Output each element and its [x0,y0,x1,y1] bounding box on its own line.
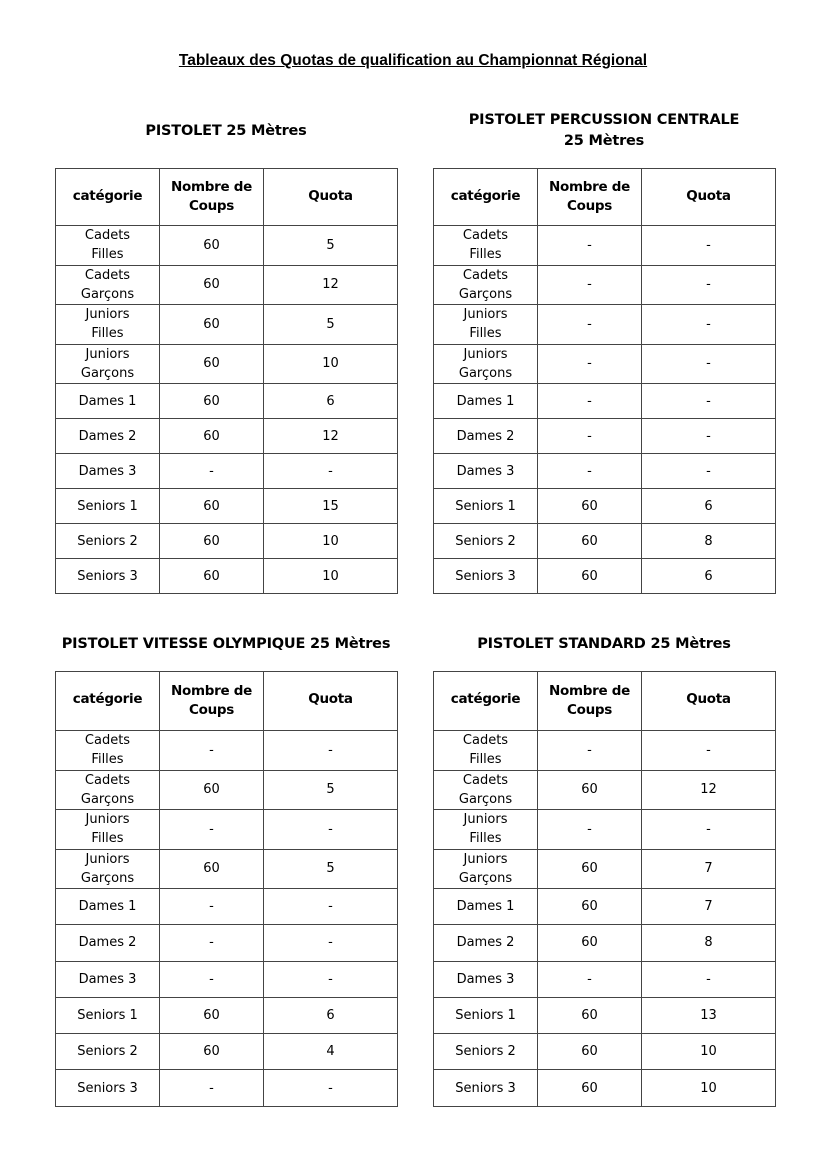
category-cell [434,344,538,384]
category-line: Cadets [84,267,131,283]
coups-cell: - [538,226,642,266]
header-quota: Quota [264,169,398,226]
coups-cell: - [538,384,642,419]
header-categorie: catégorie [56,169,160,226]
category-line: Filles [91,752,124,768]
quota-cell: 15 [264,489,398,524]
quota-cell: 7 [642,889,776,925]
coups-cell: 60 [538,997,642,1033]
quota-cell: 6 [642,489,776,524]
coups-cell: - [160,961,264,997]
quota-cell: - [642,961,776,997]
table-header-row [434,672,776,731]
coups-cell: 60 [160,770,264,810]
category-line: Juniors [85,851,130,867]
quota-cell: 10 [264,559,398,594]
category-cell [56,1070,160,1106]
category-line: Garçons [80,286,135,302]
table-row [434,305,776,345]
table-row [56,731,398,771]
category-line: Seniors 3 [455,1080,516,1096]
section-title-line: 25 Mètres [563,133,645,149]
quota-cell: - [642,731,776,771]
table-row [434,226,776,266]
table-row [434,524,776,559]
quota-cell: 8 [642,524,776,559]
quota-cell: - [264,454,398,489]
header-quota: Quota [642,169,776,226]
table-row [56,1034,398,1070]
category-line: Garçons [458,365,513,381]
header-categorie: catégorie [434,169,538,226]
header-nombre-de-coups: Nombre de Coups [538,169,642,226]
category-cell [56,559,160,594]
coups-cell: 60 [160,849,264,889]
coups-cell: 60 [160,265,264,305]
table-row [434,489,776,524]
quota-cell: 6 [264,384,398,419]
section-title-line: PISTOLET PERCUSSION CENTRALE [468,112,740,128]
quota-cell: - [264,925,398,961]
category-cell [434,731,538,771]
table-header-row [56,169,398,226]
section-title-line: PISTOLET 25 Mètres [145,123,307,139]
coups-cell: - [538,265,642,305]
coups-cell: 60 [160,1034,264,1070]
category-cell [56,961,160,997]
category-line: Juniors [85,307,130,323]
coups-cell: 60 [538,889,642,925]
category-line: Dames 1 [78,393,137,409]
table-row [434,559,776,594]
table-row [434,997,776,1033]
category-cell [434,559,538,594]
category-cell [434,925,538,961]
coups-cell: - [538,961,642,997]
section-title-pistolet-25m [56,121,396,142]
table-row [434,1034,776,1070]
coups-cell: 60 [538,1070,642,1106]
category-cell [56,265,160,305]
quota-cell: 8 [642,925,776,961]
coups-cell: - [538,305,642,345]
category-cell [56,1034,160,1070]
coups-cell: 60 [538,770,642,810]
coups-cell: - [538,454,642,489]
category-cell [434,305,538,345]
category-cell [434,489,538,524]
coups-cell: 60 [160,997,264,1033]
quota-cell: - [642,810,776,850]
table-row [56,344,398,384]
coups-cell: - [538,810,642,850]
category-cell [434,524,538,559]
quota-cell: 10 [642,1034,776,1070]
table-row [56,419,398,454]
header-quota: Quota [264,672,398,731]
table-row [56,961,398,997]
table-row [56,524,398,559]
category-line: Juniors [463,346,508,362]
table-row [434,419,776,454]
category-line: Filles [91,247,124,263]
category-line: Filles [91,831,124,847]
table-row [434,849,776,889]
category-line: Juniors [463,812,508,828]
quota-table-percussion-centrale [433,168,776,594]
table-row [56,925,398,961]
category-line: Seniors 1 [455,498,516,514]
category-cell [434,226,538,266]
category-line: Seniors 2 [455,533,516,549]
category-cell [434,265,538,305]
category-line: Dames 1 [456,899,515,915]
category-line: Dames 2 [456,428,515,444]
coups-cell: 60 [160,489,264,524]
header-nombre-de-coups: Nombre de Coups [538,672,642,731]
quota-cell: - [642,419,776,454]
coups-cell: 60 [538,559,642,594]
table-row [434,925,776,961]
quota-cell: - [642,226,776,266]
table-row [434,265,776,305]
table-row [434,1070,776,1106]
table-row [434,810,776,850]
table-row [56,889,398,925]
quota-cell: 5 [264,849,398,889]
table-row [56,849,398,889]
category-cell [434,1070,538,1106]
quota-cell: 7 [642,849,776,889]
quota-cell: 12 [642,770,776,810]
table-row [434,770,776,810]
header-quota: Quota [642,672,776,731]
coups-cell: 60 [160,305,264,345]
table-row [434,889,776,925]
table-row [434,731,776,771]
quota-cell: - [264,731,398,771]
section-title-percussion-centrale [433,110,775,152]
category-line: Filles [469,247,502,263]
category-line: Cadets [462,772,509,788]
table-row [434,961,776,997]
quota-cell: 5 [264,305,398,345]
header-nombre-de-coups: Nombre de Coups [160,672,264,731]
category-cell [56,524,160,559]
category-line: Seniors 3 [455,568,516,584]
category-cell [434,961,538,997]
quota-cell: 4 [264,1034,398,1070]
category-cell [434,1034,538,1070]
category-line: Cadets [84,772,131,788]
category-line: Garçons [458,870,513,886]
quota-table-vitesse-olympique [55,671,398,1107]
quota-cell: - [642,454,776,489]
coups-cell: 60 [160,384,264,419]
header-categorie: catégorie [56,672,160,731]
category-line: Dames 2 [78,428,137,444]
table-row [56,305,398,345]
category-cell [56,849,160,889]
category-line: Seniors 3 [77,1080,138,1096]
coups-cell: 60 [538,849,642,889]
coups-cell: 60 [160,419,264,454]
coups-cell: 60 [160,559,264,594]
table-row [56,997,398,1033]
category-cell [56,344,160,384]
coups-cell: - [160,731,264,771]
quota-cell: 6 [642,559,776,594]
table-row [56,770,398,810]
category-cell [56,489,160,524]
table-row [56,810,398,850]
category-cell [56,384,160,419]
category-cell [434,419,538,454]
category-line: Garçons [80,365,135,381]
category-line: Filles [469,326,502,342]
section-title-line: PISTOLET STANDARD 25 Mètres [477,636,731,652]
category-line: Juniors [85,346,130,362]
category-line: Cadets [462,733,509,749]
quota-cell: 10 [642,1070,776,1106]
section-title-standard [433,634,775,655]
category-line: Seniors 2 [455,1044,516,1060]
category-cell [434,770,538,810]
table-row [56,489,398,524]
category-line: Juniors [85,812,130,828]
coups-cell: - [160,925,264,961]
table-row [56,226,398,266]
category-cell [56,997,160,1033]
table-row [434,384,776,419]
quota-cell: - [642,265,776,305]
quota-cell: 12 [264,419,398,454]
category-line: Seniors 1 [77,1008,138,1024]
page-title [0,52,826,70]
category-line: Dames 2 [456,935,515,951]
category-cell [434,810,538,850]
category-line: Garçons [80,791,135,807]
table-row [56,559,398,594]
category-line: Filles [469,752,502,768]
category-line: Cadets [462,228,509,244]
table-row [56,265,398,305]
quota-cell: - [264,961,398,997]
category-line: Garçons [80,870,135,886]
category-line: Garçons [458,791,513,807]
category-cell [56,810,160,850]
category-cell [434,849,538,889]
coups-cell: - [538,344,642,384]
quota-cell: - [642,384,776,419]
quota-table-pistolet-25m [55,168,398,594]
category-line: Dames 2 [78,935,137,951]
quota-cell: - [642,344,776,384]
category-cell [56,454,160,489]
quota-cell: - [264,810,398,850]
category-cell [434,889,538,925]
table-row [56,384,398,419]
category-line: Juniors [463,307,508,323]
table-row [56,1070,398,1106]
quota-cell: 12 [264,265,398,305]
category-line: Cadets [462,267,509,283]
category-line: Filles [91,326,124,342]
category-cell [56,305,160,345]
quota-cell: 10 [264,344,398,384]
quota-cell: 13 [642,997,776,1033]
coups-cell: 60 [538,489,642,524]
page-title-text: Tableaux des Quotas de qualification au Championnat Régional [178,52,648,69]
table-header-row [56,672,398,731]
table-row [434,454,776,489]
table-header-row [434,169,776,226]
category-line: Dames 3 [78,463,137,479]
category-line: Dames 3 [456,463,515,479]
category-line: Seniors 2 [77,1044,138,1060]
header-categorie: catégorie [434,672,538,731]
category-line: Dames 1 [78,899,137,915]
category-line: Seniors 3 [77,568,138,584]
quota-cell: 5 [264,226,398,266]
quota-cell: - [642,305,776,345]
category-cell [56,419,160,454]
section-title-line: PISTOLET VITESSE OLYMPIQUE 25 Mètres [61,636,391,652]
quota-cell: 5 [264,770,398,810]
coups-cell: - [538,731,642,771]
coups-cell: - [160,810,264,850]
quota-cell: 10 [264,524,398,559]
coups-cell: 60 [538,1034,642,1070]
category-line: Seniors 1 [455,1008,516,1024]
category-line: Garçons [458,286,513,302]
category-line: Cadets [84,228,131,244]
category-cell [56,770,160,810]
category-line: Dames 3 [456,971,515,987]
category-cell [56,731,160,771]
quota-cell: - [264,889,398,925]
category-line: Dames 3 [78,971,137,987]
category-line: Seniors 2 [77,533,138,549]
quota-cell: - [264,1070,398,1106]
table-row [56,454,398,489]
coups-cell: 60 [538,925,642,961]
category-line: Cadets [84,733,131,749]
coups-cell: - [160,454,264,489]
category-cell [56,226,160,266]
category-line: Dames 1 [456,393,515,409]
coups-cell: - [538,419,642,454]
quota-table-standard [433,671,776,1107]
coups-cell: 60 [160,524,264,559]
table-row [434,344,776,384]
header-nombre-de-coups: Nombre de Coups [160,169,264,226]
category-cell [434,454,538,489]
category-cell [434,997,538,1033]
category-cell [434,384,538,419]
quota-cell: 6 [264,997,398,1033]
category-line: Filles [469,831,502,847]
category-line: Juniors [463,851,508,867]
category-cell [56,925,160,961]
coups-cell: 60 [538,524,642,559]
coups-cell: - [160,889,264,925]
category-cell [56,889,160,925]
category-line: Seniors 1 [77,498,138,514]
coups-cell: 60 [160,344,264,384]
coups-cell: 60 [160,226,264,266]
coups-cell: - [160,1070,264,1106]
section-title-vitesse-olympique [46,634,406,655]
